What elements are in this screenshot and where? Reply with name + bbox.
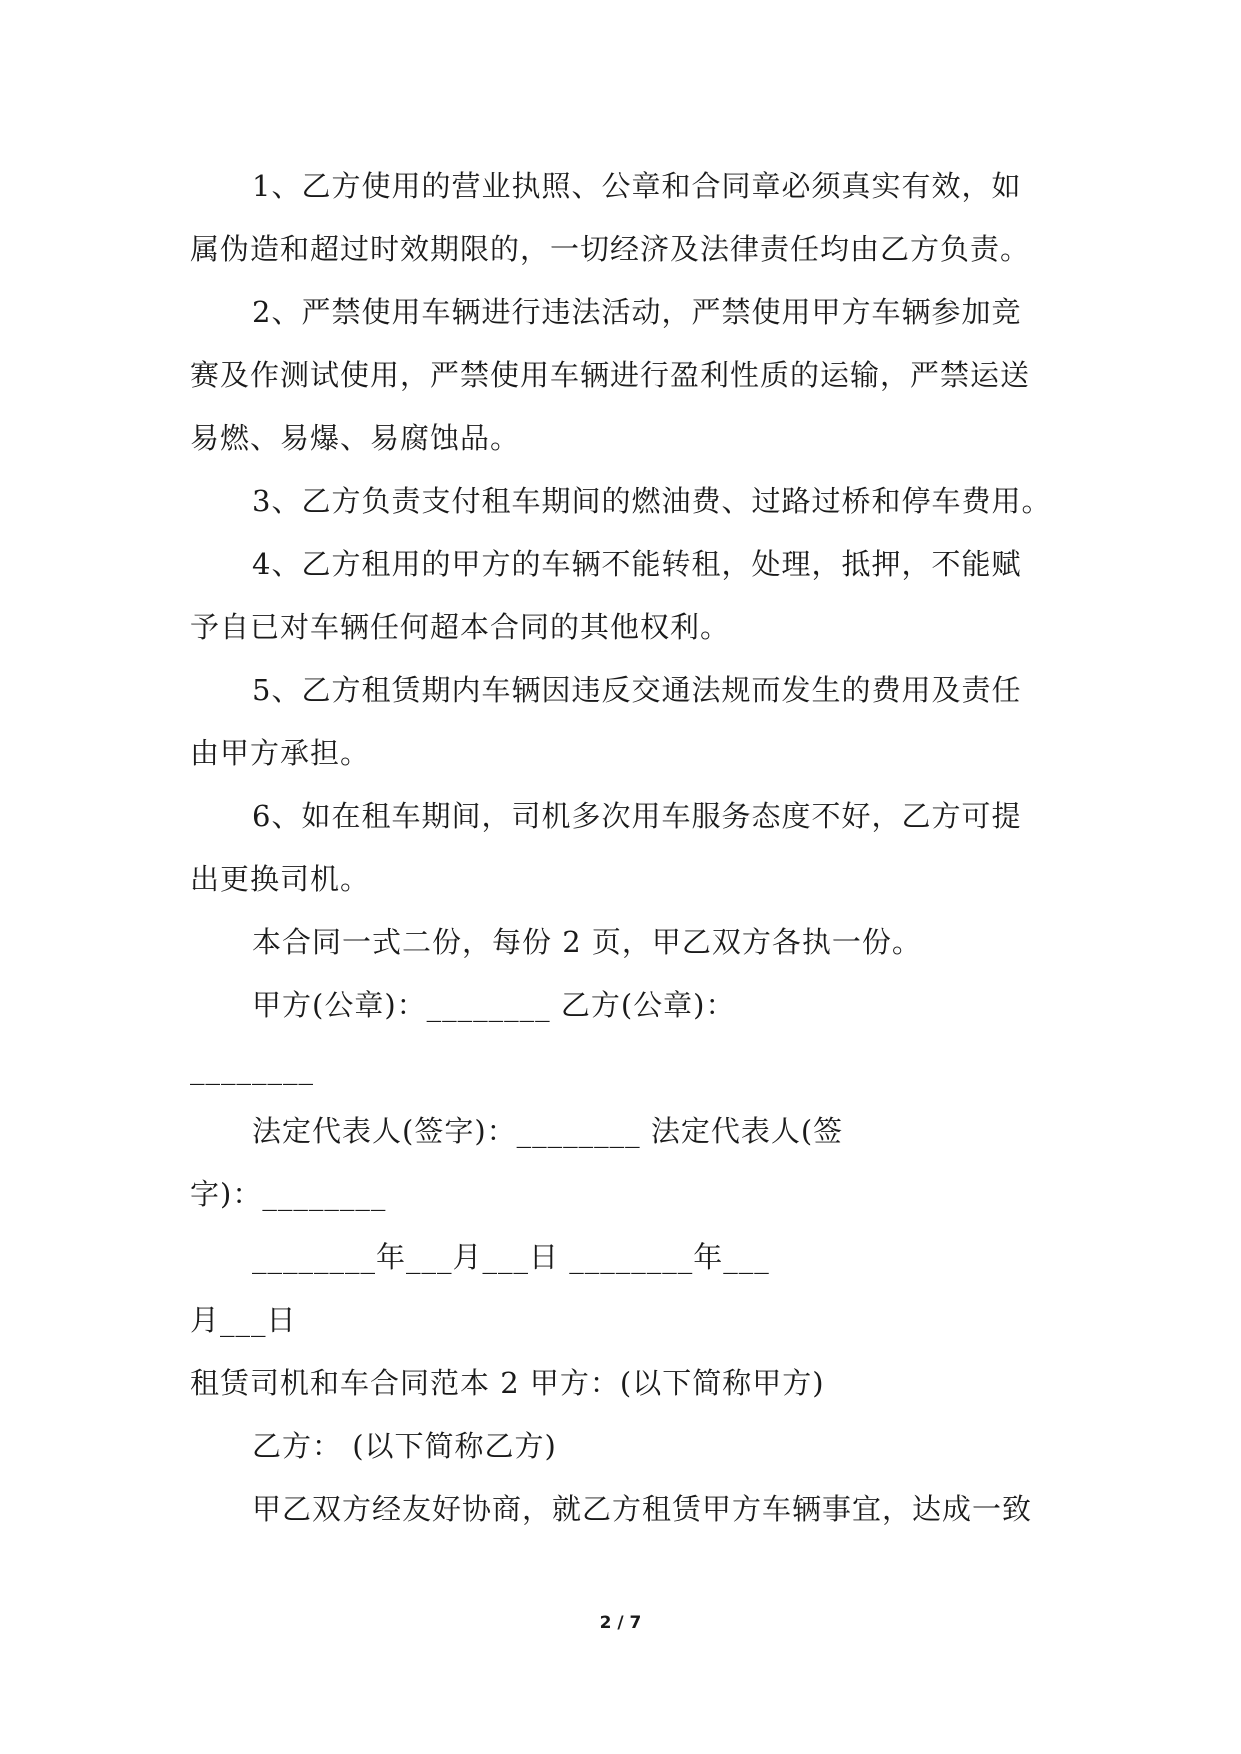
clause-1-line-2: 属伪造和超过时效期限的，一切经济及法律责任均由乙方负责。 bbox=[190, 232, 1031, 266]
contract-title-2: 租赁司机和车合同范本 2 甲方：(以下简称甲方) bbox=[190, 1366, 825, 1400]
clause-4-line-2: 予自已对车辆任何超本合同的其他权利。 bbox=[190, 610, 731, 644]
party-b-line: 乙方： (以下简称乙方) bbox=[252, 1429, 557, 1463]
copies-statement: 本合同一式二份，每份 2 页，甲乙双方各执一份。 bbox=[252, 925, 922, 959]
date-line: ________年___月___日 ________年___ bbox=[252, 1240, 770, 1274]
seal-line: 甲方(公章)：________ 乙方(公章)： bbox=[252, 988, 736, 1022]
agreement-intro: 甲乙双方经友好协商，就乙方租赁甲方车辆事宜，达成一致 bbox=[252, 1492, 1033, 1526]
clause-5-line-1: 5、乙方租赁期内车辆因违反交通法规而发生的费用及责任 bbox=[252, 673, 1022, 707]
clause-1-line-1: 1、乙方使用的营业执照、公章和合同章必须真实有效，如 bbox=[252, 169, 1022, 203]
clause-4-line-1: 4、乙方租用的甲方的车辆不能转租，处理，抵押，不能赋 bbox=[252, 547, 1022, 581]
representative-line-cont: 字)：________ bbox=[190, 1177, 387, 1211]
clause-2-line-2: 赛及作测试使用，严禁使用车辆进行盈利性质的运输，严禁运送 bbox=[190, 358, 1031, 392]
clause-6-line-1: 6、如在租车期间，司机多次用车服务态度不好，乙方可提 bbox=[252, 799, 1022, 833]
date-line-cont: 月___日 bbox=[190, 1303, 297, 1337]
seal-line-cont: ________ bbox=[190, 1051, 314, 1085]
clause-2-line-3: 易燃、易爆、易腐蚀品。 bbox=[190, 421, 521, 455]
representative-line: 法定代表人(签字)：________ 法定代表人(签 bbox=[252, 1114, 844, 1148]
page-number: 2 / 7 bbox=[599, 1613, 642, 1633]
clause-3-line-1: 3、乙方负责支付租车期间的燃油费、过路过桥和停车费用。 bbox=[252, 484, 1052, 518]
clause-5-line-2: 由甲方承担。 bbox=[190, 736, 371, 770]
clause-2-line-1: 2、严禁使用车辆进行违法活动，严禁使用甲方车辆参加竞 bbox=[252, 295, 1022, 329]
clause-6-line-2: 出更换司机。 bbox=[190, 862, 371, 896]
